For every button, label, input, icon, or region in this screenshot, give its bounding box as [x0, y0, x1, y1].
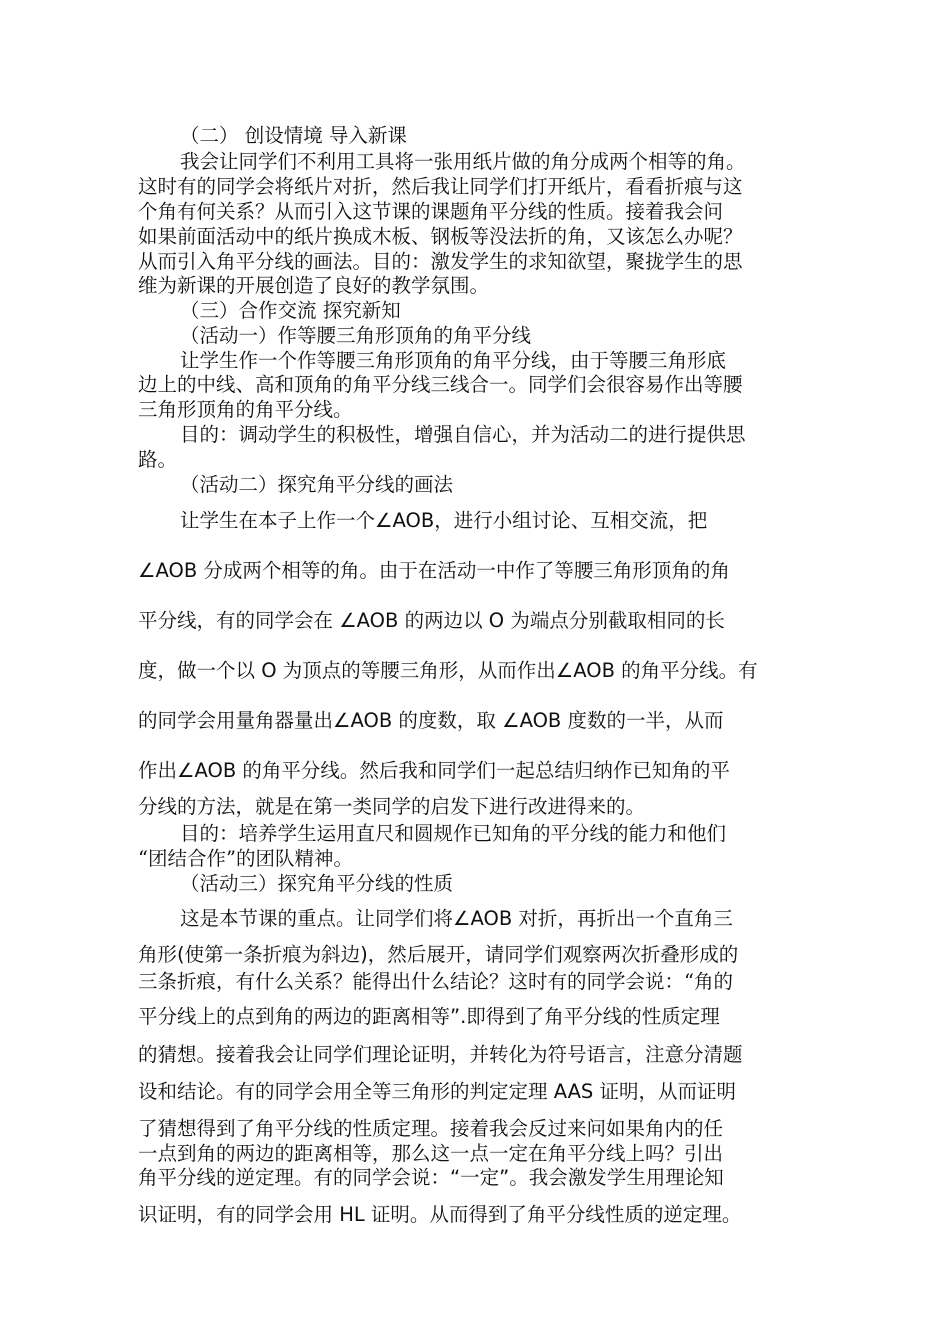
paragraph-line: 这时有的同学会将纸片对折，然后我让同学们打开纸片，看看折痕与这: [138, 175, 743, 198]
paragraph-line: 我会让同学们不利用工具将一张用纸片做的角分成两个相等的角。: [180, 150, 746, 173]
paragraph-line: 角形(使第一条折痕为斜边)，然后展开，请同学们观察两次折叠形成的: [138, 943, 739, 966]
paragraph-line: 识证明，有的同学会用 HL 证明。从而得到了角平分线性质的逆定理。: [138, 1203, 742, 1226]
paragraph-line: 三条折痕，有什么关系？能得出什么结论？这时有的同学会说：“角的: [138, 970, 733, 993]
paragraph-line: 分线的方法，就是在第一类同学的启发下进行改进得来的。: [138, 795, 646, 818]
paragraph-line: 设和结论。有的同学会用全等三角形的判定定理 AAS 证明，从而证明: [138, 1080, 736, 1103]
paragraph-line: 边上的中线、高和顶角的角平分线三线合一。同学们会很容易作出等腰: [138, 373, 743, 396]
section-heading-2: （二） 创设情境 导入新课: [180, 124, 407, 147]
section-heading-3: （三）合作交流 探究新知: [180, 299, 401, 322]
paragraph-line: 让学生在本子上作一个∠AOB，进行小组讨论、互相交流，把: [180, 509, 708, 532]
paragraph-line: 的同学会用量角器量出∠AOB 的度数，取 ∠AOB 度数的一半，从而: [138, 709, 724, 732]
activity-heading-2: （活动二）探究角平分线的画法: [180, 473, 454, 496]
paragraph-line: 作出∠AOB 的角平分线。然后我和同学们一起总结归纳作已知角的平: [138, 759, 730, 782]
paragraph-line: 度，做一个以 O 为顶点的等腰三角形，从而作出∠AOB 的角平分线。有: [138, 659, 758, 682]
paragraph-line: 路。: [138, 448, 178, 471]
paragraph-line: 这是本节课的重点。让同学们将∠AOB 对折，再折出一个直角三: [180, 907, 733, 930]
paragraph-line: 平分线上的点到角的两边的距离相等”.即得到了角平分线的性质定理: [138, 1005, 720, 1028]
paragraph-line: 个角有何关系？从而引入这节课的课题角平分线的性质。接着我会问: [138, 200, 724, 223]
activity-heading-1: （活动一）作等腰三角形顶角的角平分线: [180, 324, 532, 347]
paragraph-line: 如果前面活动中的纸片换成木板、钢板等没法折的角，又该怎么办呢？: [138, 225, 743, 248]
paragraph-line: “团结合作”的团队精神。: [138, 847, 353, 870]
paragraph-line: 从而引入角平分线的画法。目的：激发学生的求知欲望，聚拢学生的思: [138, 250, 743, 273]
paragraph-line: 三角形顶角的角平分线。: [138, 398, 353, 421]
paragraph-line: ∠AOB 分成两个相等的角。由于在活动一中作了等腰三角形顶角的角: [138, 559, 730, 582]
paragraph-line: 角平分线的逆定理。有的同学会说：“一定”。我会激发学生用理论知: [138, 1166, 724, 1189]
paragraph-line: 让学生作一个作等腰三角形顶角的角平分线，由于等腰三角形底: [180, 349, 727, 372]
paragraph-line: 目的：培养学生运用直尺和圆规作已知角的平分线的能力和他们: [180, 822, 727, 845]
paragraph-line: 的猜想。接着我会让同学们理论证明，并转化为符号语言，注意分清题: [138, 1043, 743, 1066]
paragraph-line: 一点到角的两边的距离相等，那么这一点一定在角平分线上吗？引出: [138, 1142, 724, 1165]
paragraph-line: 平分线，有的同学会在 ∠AOB 的两边以 O 为端点分别截取相同的长: [138, 609, 725, 632]
paragraph-line: 了猜想得到了角平分线的性质定理。接着我会反过来问如果角内的任: [138, 1117, 724, 1140]
activity-heading-3: （活动三）探究角平分线的性质: [180, 872, 454, 895]
paragraph-line: 目的：调动学生的积极性，增强自信心，并为活动二的进行提供思: [180, 423, 746, 446]
paragraph-line: 维为新课的开展创造了良好的教学氛围。: [138, 274, 490, 297]
